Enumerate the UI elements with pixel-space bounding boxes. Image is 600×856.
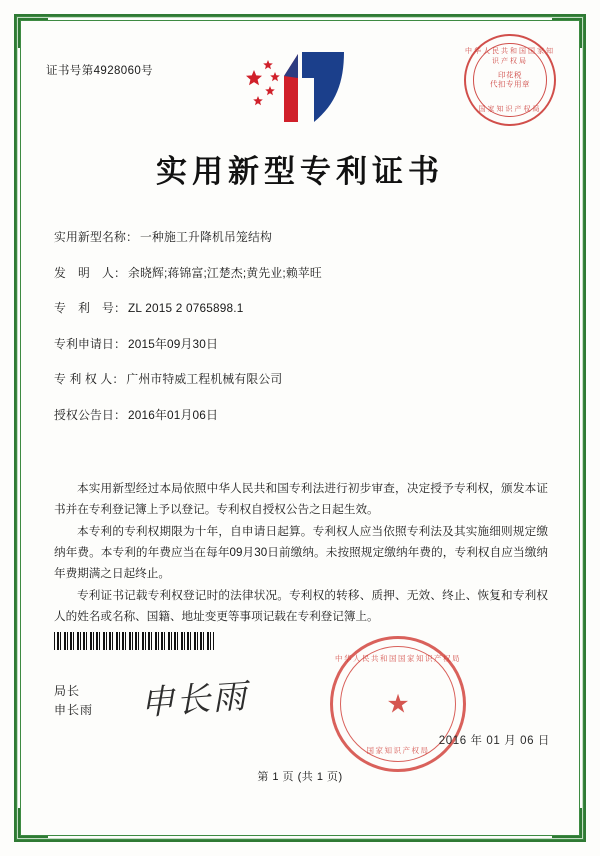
field-inventor — [54, 264, 554, 281]
field-label: 专 利 权 人： — [54, 372, 125, 386]
national-emblem-seal-icon — [330, 636, 466, 772]
corner-ornament-bottom-left — [18, 792, 64, 838]
stamp-center-text — [464, 71, 556, 90]
field-grant-announcement-date — [54, 406, 554, 423]
field-label: 授权公告日： — [54, 407, 126, 422]
issue-date: 2016 年 01 月 06 日 — [438, 735, 550, 747]
body-paragraph: 本专利的专利权期限为十年，自申请日起算。专利权人应当依照专利法及其实施细则规定缴纳年费。本专利的年费应当在每年09月30日前缴纳。未按照规定缴纳年费的，专利权自应当缴纳年费期满之日起终止。 — [54, 525, 548, 580]
patent-office-emblem-icon — [240, 48, 360, 126]
corner-ornament-top-left — [18, 18, 64, 64]
handwritten-signature: 申长雨 — [138, 676, 250, 724]
red-round-stamp-icon — [464, 34, 556, 126]
seal-bottom-text: 国家知识产权局 — [366, 746, 430, 755]
stamp-center-line1: 印花税 — [498, 70, 522, 80]
body-paragraph: 专利证书记载专利权登记时的法律状况。专利权的转移、质押、无效、终止、恢复和专利权人的姓名或名称、国籍、地址变更等事项记载在专利登记簿上。 — [54, 589, 548, 623]
field-application-date — [54, 335, 554, 352]
field-patentee — [54, 370, 554, 387]
field-label: 发 明 人： — [54, 265, 126, 280]
stamp-arc-bottom: 国家知识产权局 — [478, 106, 542, 113]
stamp-arc-top: 中华人民共和国国家知识产权局 — [465, 48, 555, 65]
body-paragraph: 本实用新型经过本局依照中华人民共和国专利法进行初步审查，决定授予专利权，颁发本证书并在专利登记簿上予以登记。专利权自授权公告之日起生效。 — [54, 482, 548, 516]
signatory-role-label: 局长 — [54, 684, 81, 698]
field-value: 余晓辉;蒋锦富;江楚杰;黄先业;赖苹旺 — [127, 265, 322, 280]
field-value: 一种施工升降机吊笼结构 — [139, 230, 272, 244]
field-value: 广州市特威工程机械有限公司 — [126, 372, 283, 386]
page-title: 实用新型专利证书 — [156, 154, 444, 190]
certificate-number: 证书号第4928060号 — [46, 65, 154, 77]
certificate-fields — [54, 228, 554, 441]
corner-ornament-bottom-right — [536, 792, 582, 838]
field-patent-number — [54, 299, 554, 316]
field-label: 实用新型名称： — [54, 230, 138, 244]
field-value: 2015年09月30日 — [127, 336, 219, 351]
field-label: 专利申请日： — [54, 336, 126, 351]
seal-top-text: 中华人民共和国国家知识产权局 — [335, 654, 461, 663]
seal-star-icon: ★ — [386, 688, 410, 719]
signature-block — [54, 682, 93, 720]
signatory-name-label: 申长雨 — [54, 703, 94, 717]
certificate-body-text — [54, 478, 548, 628]
field-label: 专 利 号： — [54, 301, 126, 315]
stamp-center-line2: 代扣专用章 — [490, 80, 530, 89]
field-value: ZL 2015 2 0765898.1 — [127, 301, 244, 315]
field-utility-model-name — [54, 228, 554, 245]
page-footer: 第 1 页 (共 1 页) — [257, 771, 343, 783]
field-value: 2016年01月06日 — [127, 407, 219, 422]
barcode-icon — [54, 632, 214, 650]
